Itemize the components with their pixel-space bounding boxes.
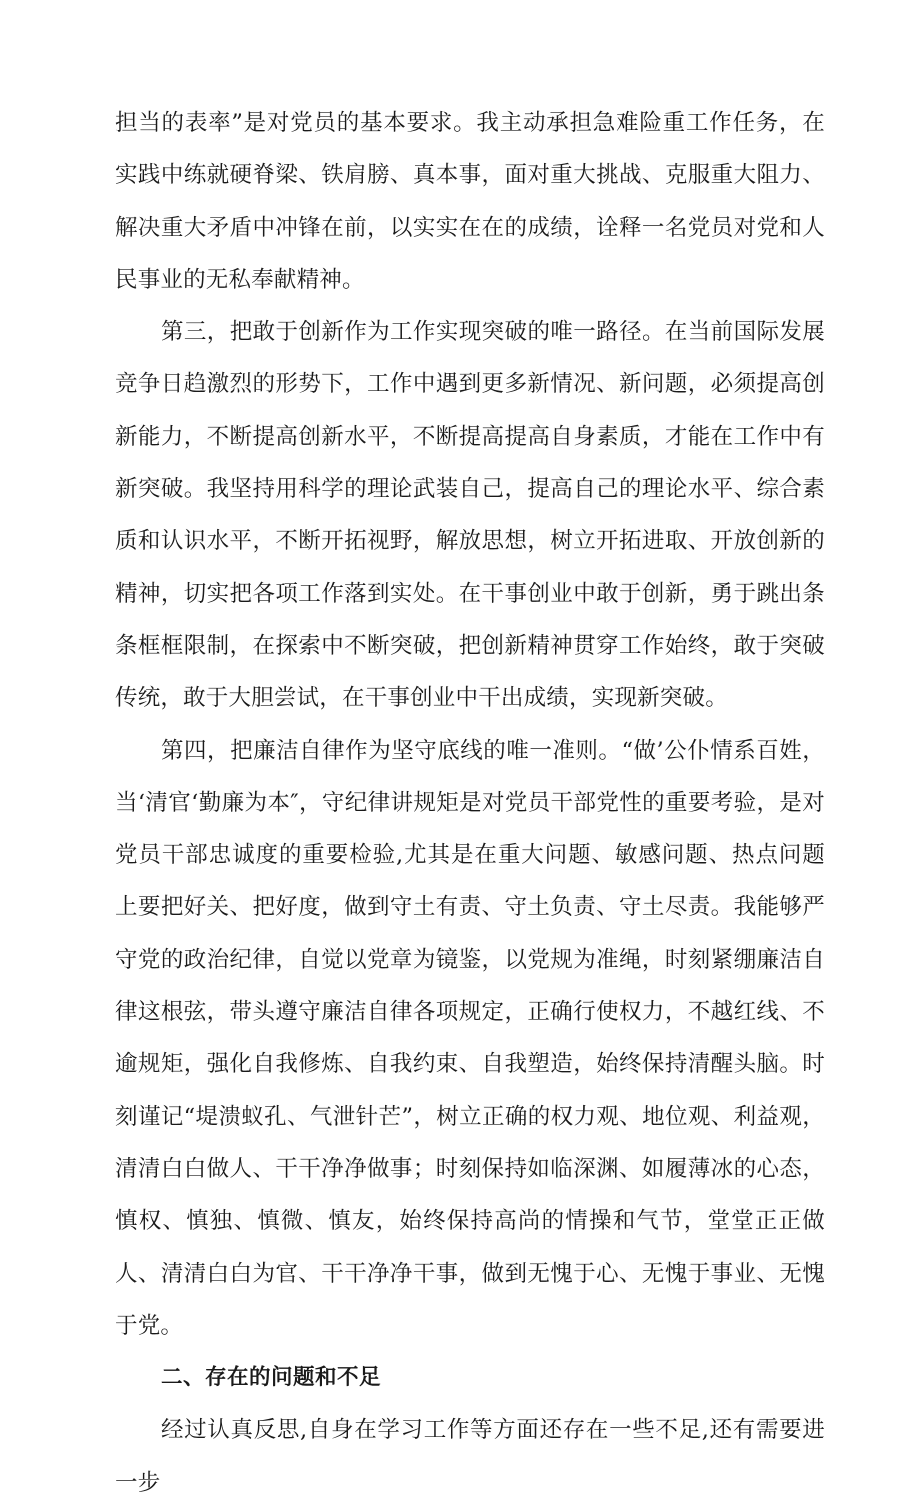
paragraph-responsibility: 担当的表率”是对党员的基本要求。我主动承担急难险重工作任务，在实践中练就硬脊梁、铁肩膀、真本事，面对重大挑战、克服重大阻力、解决重大矛盾中冲锋在前，以实实在在的成绩，诠释一名党员对党和人民事业的无私奉献精神。 bbox=[115, 110, 825, 293]
section-heading-problems: 二、存在的问题和不足 bbox=[161, 1365, 382, 1391]
document-page bbox=[115, 97, 825, 1509]
paragraph-innovation: 第三，把敢于创新作为工作实现突破的唯一路径。在当前国际发展竞争日趋激烈的形势下，工作中遇到更多新情况、新问题，必须提高创新能力，不断提高创新水平，不断提高提高自身素质，才能在工作中有新突破。我坚持用科学的理论武装自己，提高自己的理论水平、综合素质和认识水平，不断开拓视野，解放思想，树立开拓进取、开放创新的精神，切实把各项工作落到实处。在干事创业中敢于创新，勇于跳出条条框框限制，在探索中不断突破，把创新精神贯穿工作始终，敢于突破传统，敢于大胆尝试，在干事创业中干出成绩，实现新突破。 bbox=[115, 319, 825, 712]
paragraph-reflection: 经过认真反思,自身在学习工作等方面还存在一些不足,还有需要进一步 bbox=[115, 1417, 825, 1496]
paragraph-integrity: 第四，把廉洁自律作为坚守底线的唯一准则。“做’公仆情系百姓，当‘清官‘勤廉为本″，守纪律讲规矩是对党员干部党性的重要考验，是对党员干部忠诚度的重要检验,尤其是在重大问题、敏感问题、热点问题上要把好关、把好度，做到守土有责、守土负责、守土尽责。我能够严守党的政治纪律，自觉以党章为镜鉴，以党规为准绳，时刻紧绷廉洁自律这根弦，带头遵守廉洁自律各项规定，正确行使权力，不越红线、不逾规矩，强化自我修炼、自我约束、自我塑造，始终保持清醒头脑。时刻谨记“堤溃蚁孔、气泄针芒”，树立正确的权力观、地位观、利益观，清清白白做人、干干净净做事；时刻保持如临深渊、如履薄冰的心态，慎权、慎独、慎微、慎友，始终保持高尚的情操和气节，堂堂正正做人、清清白白为官、干干净净干事，做到无愧于心、无愧于事业、无愧于党。 bbox=[115, 737, 825, 1339]
